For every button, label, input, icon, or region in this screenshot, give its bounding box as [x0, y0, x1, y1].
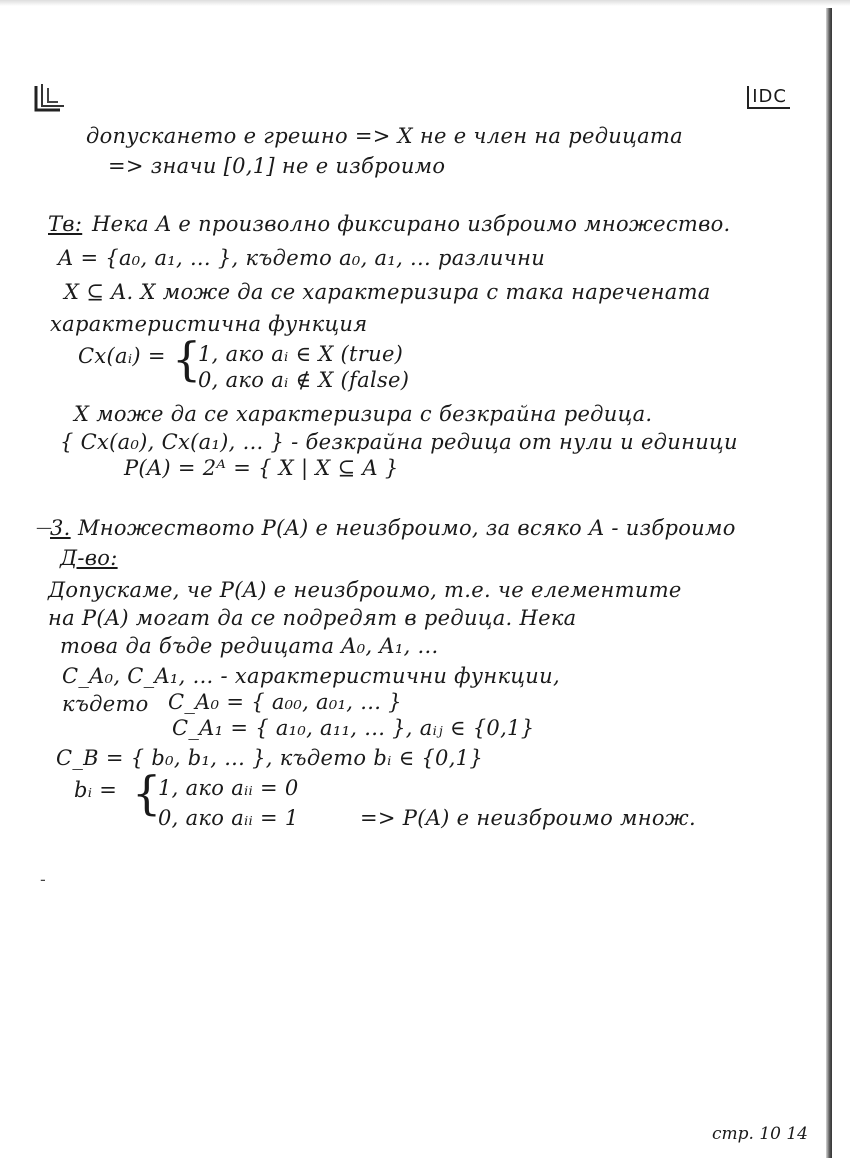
section1-line2: => значи [0,1] не е изброимо: [108, 154, 446, 178]
proof-conclusion: => P(A) е неизброимо множ.: [360, 806, 696, 830]
theorem-line2: A = {a₀, a₁, ... }, където a₀, a₁, ... различни: [58, 246, 546, 270]
theorem-label: Тв:: [48, 212, 83, 236]
page-number: стр. 10 14: [712, 1124, 808, 1144]
proof-line2: на P(A) могат да се подредят в редица. Нека: [48, 606, 577, 630]
corner-label: IDC: [747, 86, 790, 109]
margin-dash: —: [36, 518, 52, 537]
bi-cases-brace: {: [132, 766, 162, 820]
proof-label: Д-во:: [60, 546, 118, 570]
proof-line6: C_A₁ = { a₁₀, a₁₁, ... }, aᵢⱼ ∈ {0,1}: [172, 716, 535, 740]
statement-label: 3.: [50, 516, 71, 540]
cx-case-false: 0, ако aᵢ ∉ X (false): [198, 368, 410, 392]
proof-line1: Допускаме, че P(A) е неизброимо, т.е. че елементите: [48, 578, 682, 602]
cx-definition-lhs: Cx(aᵢ) =: [78, 344, 166, 368]
statement-line1: Множеството P(A) е неизброимо, за всяко A - изброимо: [78, 516, 736, 540]
theorem-line1: Нека A е произволно фиксирано изброимо множество.: [92, 212, 731, 236]
cases-brace: {: [172, 332, 202, 386]
theorem-line7: P(A) = 2ᴬ = { X | X ⊆ A }: [124, 456, 399, 480]
proof-line5: C_A₀ = { a₀₀, a₀₁, ... }: [168, 690, 402, 714]
staple-corner-icon: [30, 82, 68, 116]
proof-line7: C_B = { b₀, b₁, ... }, където bᵢ ∈ {0,1}: [56, 746, 484, 770]
scan-top-shadow: [0, 0, 850, 6]
theorem-line3: X ⊆ A. X може да се характеризира с така наречената: [64, 280, 711, 304]
bi-case1: 1, ако aᵢᵢ = 0: [158, 776, 299, 800]
proof-line4: C_A₀, C_A₁, ... - характеристични функции,: [62, 664, 560, 688]
bi-case2: 0, ако aᵢᵢ = 1: [158, 806, 299, 830]
theorem-line6: { Cx(a₀), Cx(a₁), ... } - безкрайна редица от нули и единици: [60, 430, 738, 454]
proof-line5-lead: където: [62, 692, 149, 716]
theorem-line5: X може да се характеризира с безкрайна редица.: [74, 402, 653, 426]
cx-case-true: 1, ако aᵢ ∈ X (true): [198, 342, 404, 366]
proof-line3: това да бъде редицата A₀, A₁, ...: [60, 634, 439, 658]
theorem-line4: характеристична функция: [50, 312, 368, 336]
scan-right-edge: [826, 8, 832, 1158]
margin-dash-2: -: [40, 870, 46, 889]
bi-definition-lhs: bᵢ =: [74, 778, 118, 802]
section1-line1: допускането е грешно => X не е член на редицата: [86, 124, 683, 148]
